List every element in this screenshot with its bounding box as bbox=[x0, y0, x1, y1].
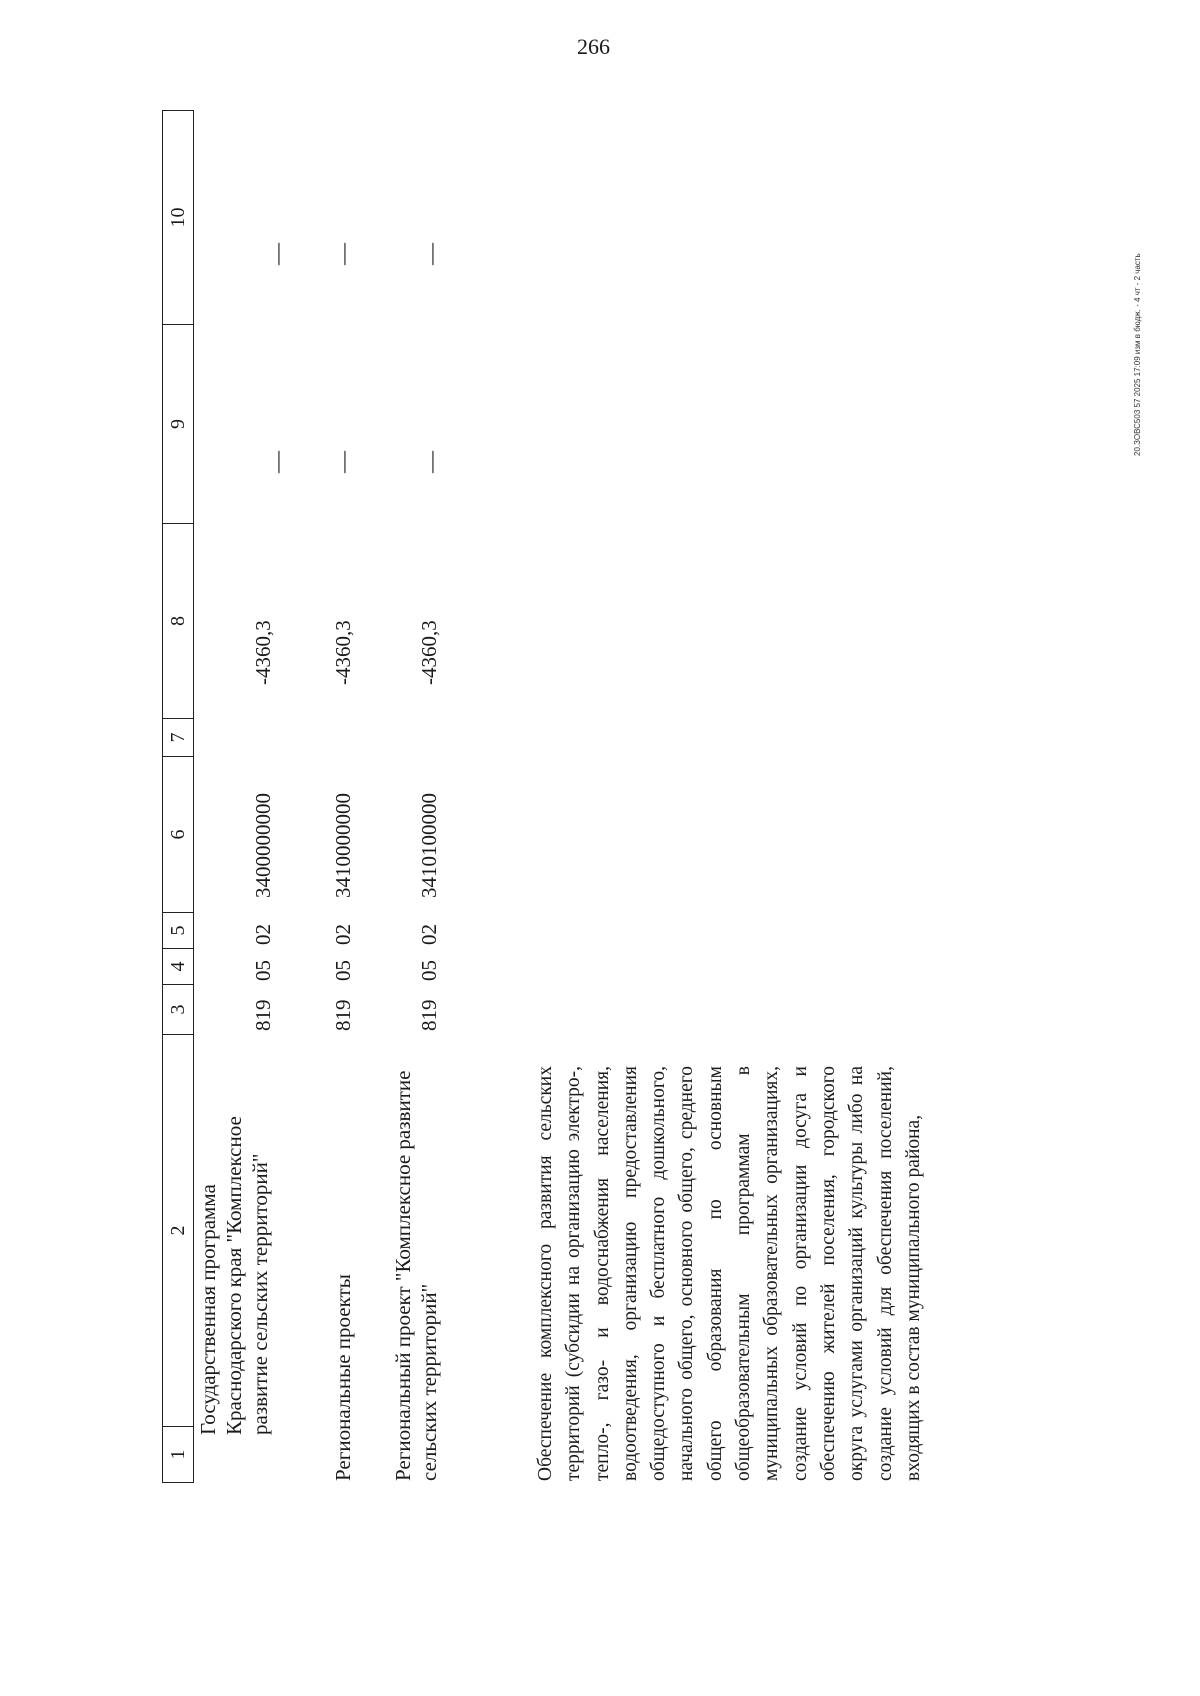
column-header-6: 6 bbox=[162, 757, 194, 913]
column-header-2: 2 bbox=[162, 1035, 194, 1427]
row-1-col4: 05 bbox=[251, 960, 275, 981]
column-header-7: 7 bbox=[162, 719, 194, 757]
row-2-col9: — bbox=[330, 451, 355, 473]
column-header-1: 1 bbox=[162, 1427, 194, 1483]
row-1-col5: 02 bbox=[251, 924, 275, 945]
row-3-name: Региональный проект "Комплексное развитие сельских территорий" bbox=[391, 1070, 441, 1481]
row-3-col8: -4360,3 bbox=[417, 620, 441, 685]
row-1-col6: 3400000000 bbox=[251, 793, 275, 898]
row-3-col9: — bbox=[418, 451, 443, 473]
column-header-3: 3 bbox=[162, 985, 194, 1035]
row-2-col6: 3410000000 bbox=[331, 793, 355, 898]
column-header-5: 5 bbox=[162, 913, 194, 949]
row-3-col10: — bbox=[418, 243, 443, 265]
rotated-budget-table bbox=[162, 93, 1162, 1483]
row-2-col8: -4360,3 bbox=[331, 620, 355, 685]
row-2-col3: 819 bbox=[331, 999, 355, 1031]
row-2-col5: 02 bbox=[331, 924, 355, 945]
column-header-9: 9 bbox=[162, 325, 194, 524]
row-1-col3: 819 bbox=[251, 999, 275, 1031]
row-2-col4: 05 bbox=[331, 960, 355, 981]
column-header-10: 10 bbox=[162, 110, 194, 325]
row-2-name: Региональные проекты bbox=[331, 1274, 355, 1481]
column-header-4: 4 bbox=[162, 949, 194, 985]
row-3-col4: 05 bbox=[417, 960, 441, 981]
row-3-col6: 3410100000 bbox=[417, 793, 441, 898]
row-1-col8: -4360,3 bbox=[251, 620, 275, 685]
column-header-8: 8 bbox=[162, 524, 194, 719]
page-number: 266 bbox=[577, 34, 610, 59]
row-3-col5: 02 bbox=[417, 924, 441, 945]
row-2-col10: — bbox=[330, 243, 355, 265]
row-1-col9: — bbox=[264, 451, 289, 473]
row-1-name: Государственная программа Краснодарского края "Комплексное развитие сельских территорий" bbox=[196, 1116, 272, 1435]
document-stamp: 20.ЗОВС503 57 2025 17:09 изм в бюдж. - 4 чт - 2 часть bbox=[1133, 253, 1142, 456]
expenditure-description: Обеспечение комплексного развития сельских территорий (субсидии на организацию электро-, тепло-, газо- и водоснабжения населения, водоотведения, организацию предоставления общедоступного и бесплатного дошкольного, начального общего, основного общего, среднего общего образования по основным общеобразовательным программам в муниципальных образовательных организациях, создание условий по организации досуга и обеспечению жителей поселения, городского округа услугами организаций культуры либо на создание условий для обеспечения поселений, входящих в состав муниципального района, bbox=[535, 1066, 924, 1481]
row-1-col10: — bbox=[264, 243, 289, 265]
row-3-col3: 819 bbox=[417, 999, 441, 1031]
